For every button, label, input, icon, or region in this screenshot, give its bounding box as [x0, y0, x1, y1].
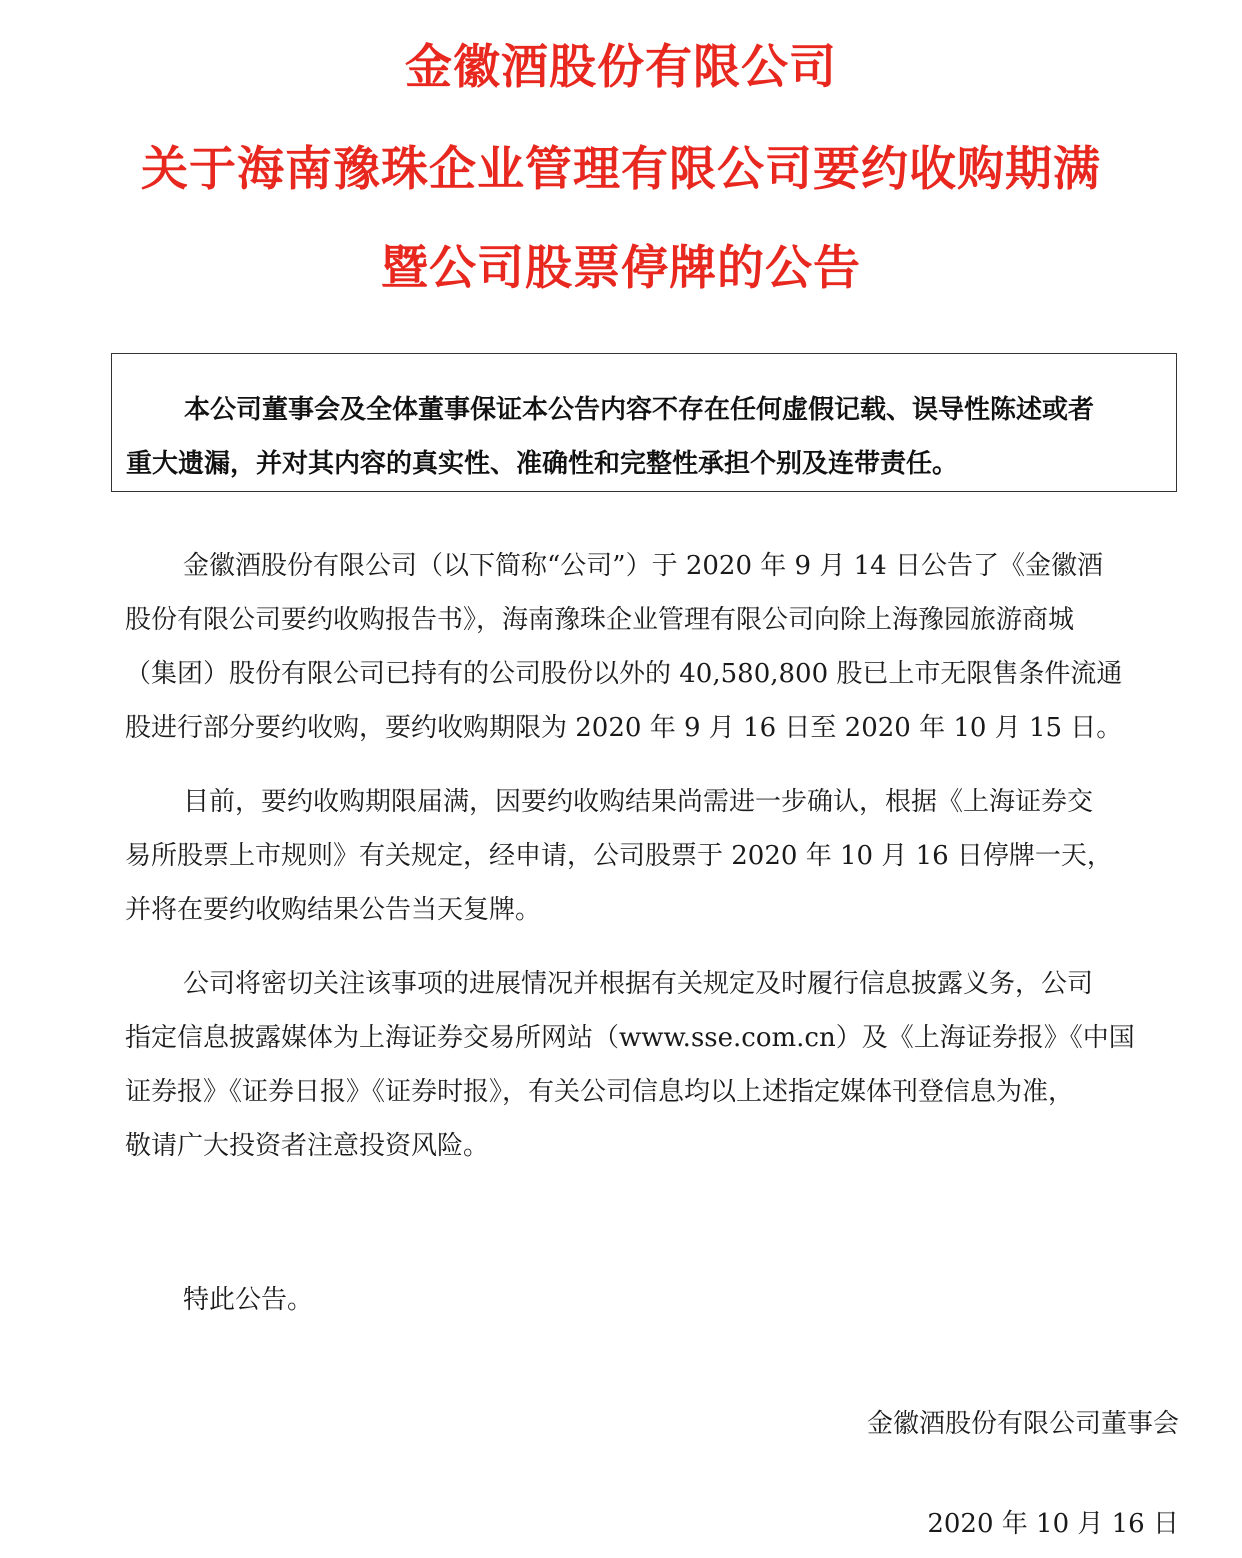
paragraph-line: 指定信息披露媒体为上海证券交易所网站（www.sse.com.cn）及《上海证券报》《中国 — [125, 1023, 1135, 1053]
announcement-date: 2020 年 10 月 16 日 — [927, 1509, 1179, 1539]
closing-statement: 特此公告。 — [183, 1285, 314, 1315]
notice-line-1: 本公司董事会及全体董事保证本公告内容不存在任何虚假记载、误导性陈述或者 — [184, 395, 1095, 425]
signature-board: 金徽酒股份有限公司董事会 — [866, 1409, 1179, 1439]
paragraph-line: （集团）股份有限公司已持有的公司股份以外的 40,580,800 股已上市无限售条件流通 — [125, 659, 1123, 689]
board-guarantee-notice — [111, 353, 1177, 492]
paragraph-line: 公司将密切关注该事项的进展情况并根据有关规定及时履行信息披露义务，公司 — [183, 969, 1094, 999]
announcement-title-line-2: 暨公司股票停牌的公告 — [381, 241, 861, 296]
paragraph-line: 金徽酒股份有限公司（以下简称“公司”）于 2020 年 9 月 14 日公告了《金徽酒 — [183, 551, 1103, 581]
paragraph-line: 敬请广大投资者注意投资风险。 — [125, 1131, 490, 1161]
paragraph-line: 证券报》《证券日报》《证券时报》，有关公司信息均以上述指定媒体刊登信息为准， — [125, 1077, 1075, 1107]
company-title: 金徽酒股份有限公司 — [405, 40, 837, 95]
notice-line-2: 重大遗漏，并对其内容的真实性、准确性和完整性承担个别及连带责任。 — [126, 449, 959, 479]
paragraph-line: 并将在要约收购结果公告当天复牌。 — [125, 895, 542, 925]
paragraph-line: 目前，要约收购期限届满，因要约收购结果尚需进一步确认，根据《上海证券交 — [183, 787, 1094, 817]
paragraph-line: 股进行部分要约收购，要约收购期限为 2020 年 9 月 16 日至 2020 年 10 月 15 日。 — [125, 713, 1123, 743]
paragraph-line: 易所股票上市规则》有关规定，经申请，公司股票于 2020 年 10 月 16 日停牌一天， — [125, 841, 1113, 871]
announcement-title-line-1: 关于海南豫珠企业管理有限公司要约收购期满 — [141, 142, 1101, 197]
paragraph-line: 股份有限公司要约收购报告书》，海南豫珠企业管理有限公司向除上海豫园旅游商城 — [125, 605, 1075, 635]
